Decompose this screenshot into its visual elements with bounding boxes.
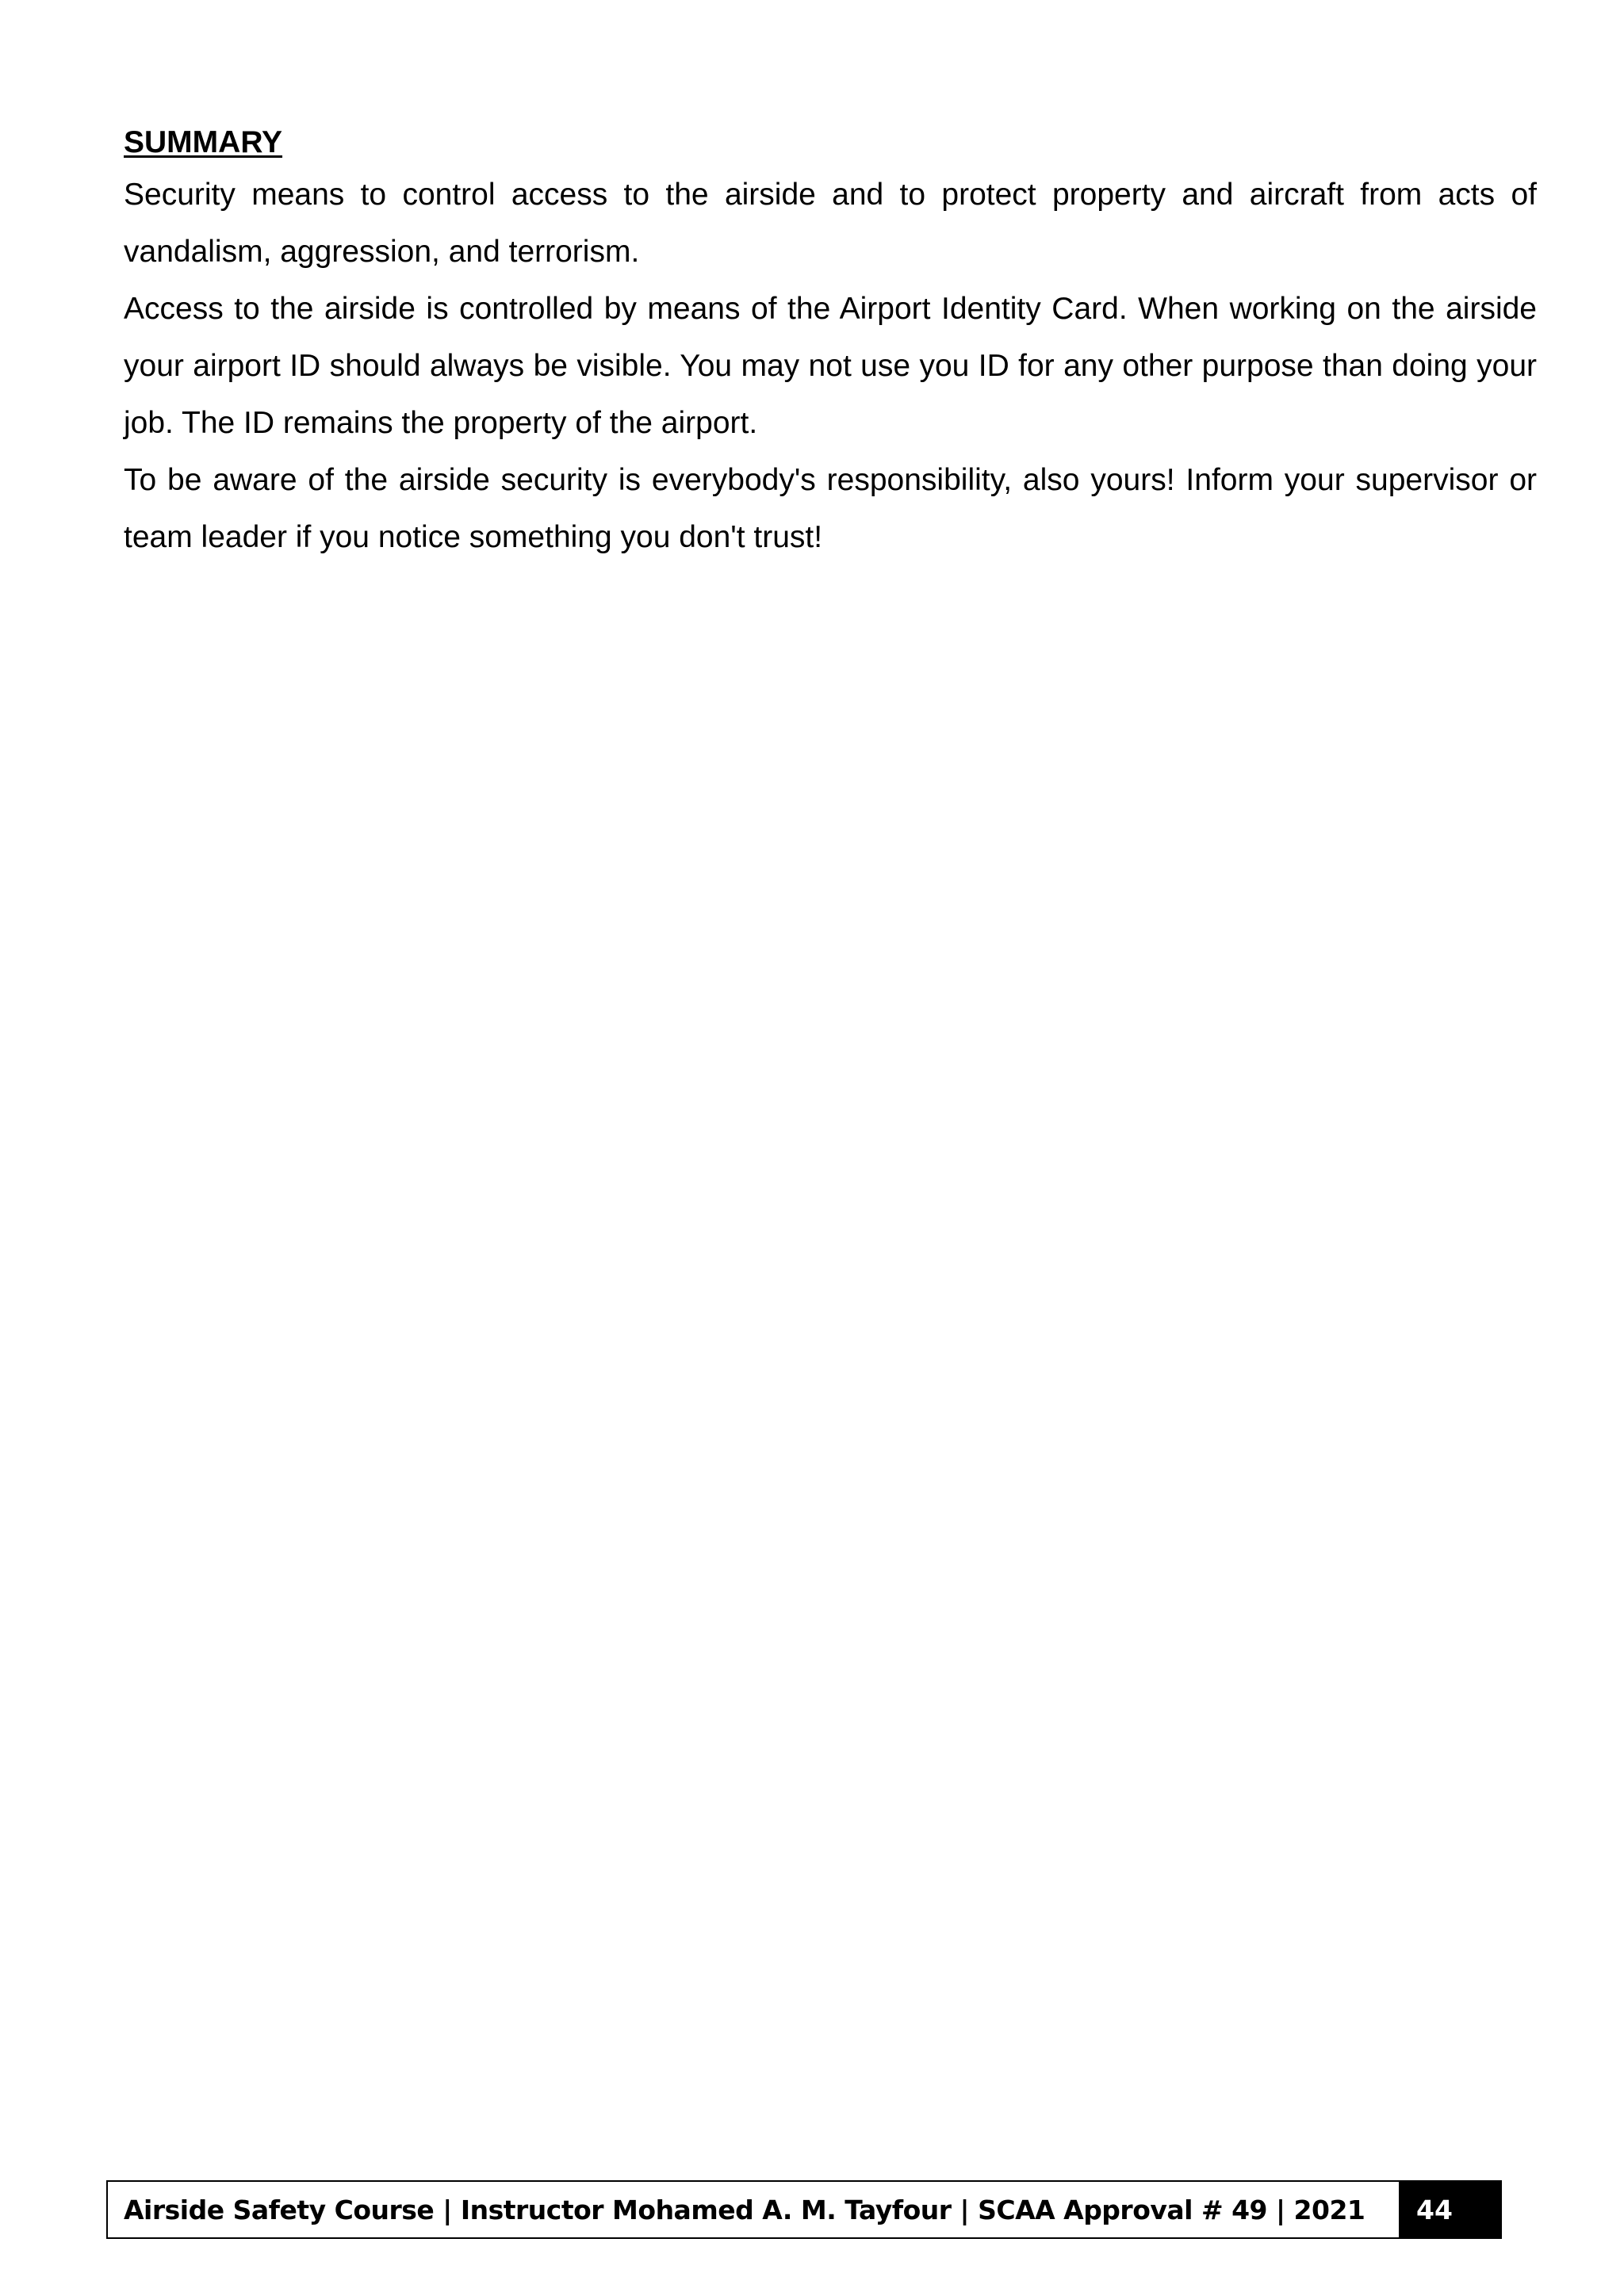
section-heading: SUMMARY — [124, 125, 283, 159]
page-footer — [106, 2180, 1502, 2239]
paragraph-security-definition: Security means to control access to the airside and to protect property and aircraft from acts of vandalism, aggression, and terrorism. — [124, 178, 1537, 269]
footer-course-info: Airside Safety Course | Instructor Mohamed A. M. Tayfour | SCAA Approval # 49 | 2021 — [124, 2194, 1365, 2225]
paragraph-airport-id: Access to the airside is controlled by means of the Airport Identity Card. When working on the airside your airport ID should always be visible. You may not use you ID for any other purpose than doing your job. The ID remains the property of the airport. — [124, 292, 1537, 440]
document-body — [124, 119, 1537, 566]
page-number: 44 — [1399, 2182, 1500, 2237]
paragraph-responsibility: To be aware of the airside security is everybody's responsibility, also yours! Inform your supervisor or team leader if you notice something you don't trust! — [124, 463, 1537, 554]
